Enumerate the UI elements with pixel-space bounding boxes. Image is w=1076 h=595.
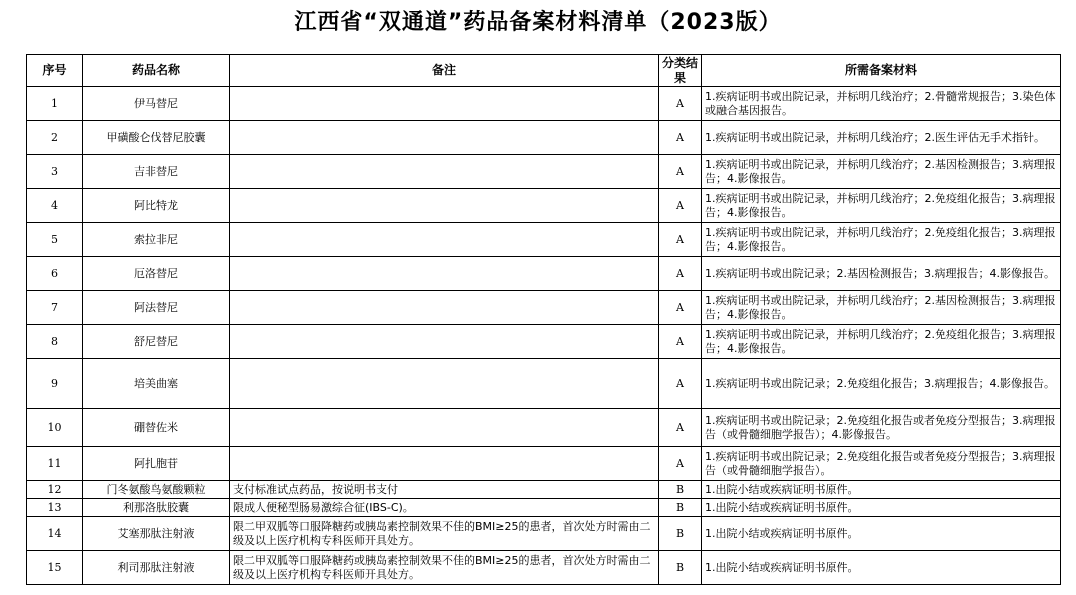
row-class: A	[659, 223, 702, 257]
row-no: 11	[27, 447, 83, 481]
row-no: 9	[27, 359, 83, 409]
row-materials: 1.疾病证明书或出院记录，并标明几线治疗；2.医生评估无手术指针。	[702, 121, 1061, 155]
header-materials: 所需备案材料	[702, 55, 1061, 87]
header-class: 分类结果	[659, 55, 702, 87]
header-note: 备注	[230, 55, 659, 87]
row-note: 支付标准试点药品，按说明书支付	[230, 481, 659, 499]
row-drug-name: 吉非替尼	[83, 155, 230, 189]
row-no: 6	[27, 257, 83, 291]
row-note	[230, 409, 659, 447]
row-class: B	[659, 551, 702, 585]
row-no: 1	[27, 87, 83, 121]
row-drug-name: 甲磺酸仑伐替尼胶囊	[83, 121, 230, 155]
row-class: A	[659, 447, 702, 481]
row-class: A	[659, 325, 702, 359]
row-drug-name: 阿比特龙	[83, 189, 230, 223]
row-note: 限二甲双胍等口服降糖药或胰岛素控制效果不佳的BMI≥25的患者，首次处方时需由二级及以上医疗机构专科医师开具处方。	[230, 517, 659, 551]
row-drug-name: 厄洛替尼	[83, 257, 230, 291]
table-row	[27, 409, 1061, 447]
row-drug-name: 索拉非尼	[83, 223, 230, 257]
row-no: 15	[27, 551, 83, 585]
row-class: A	[659, 121, 702, 155]
row-materials: 1.出院小结或疾病证明书原件。	[702, 481, 1061, 499]
row-drug-name: 利那洛肽胶囊	[83, 499, 230, 517]
row-note	[230, 223, 659, 257]
row-no: 5	[27, 223, 83, 257]
row-materials: 1.疾病证明书或出院记录；2.免疫组化报告或者免疫分型报告；3.病理报告（或骨髓细胞学报告）；4.影像报告。	[702, 409, 1061, 447]
row-drug-name: 门冬氨酸鸟氨酸颗粒	[83, 481, 230, 499]
table-row	[27, 121, 1061, 155]
row-materials: 1.疾病证明书或出院记录，并标明几线治疗；2.骨髓常规报告；3.染色体或融合基因报告。	[702, 87, 1061, 121]
row-class: A	[659, 409, 702, 447]
row-materials: 1.疾病证明书或出院记录；2.免疫组化报告或者免疫分型报告；3.病理报告（或骨髓细胞学报告）。	[702, 447, 1061, 481]
row-drug-name: 培美曲塞	[83, 359, 230, 409]
row-note	[230, 121, 659, 155]
row-class: A	[659, 87, 702, 121]
row-drug-name: 舒尼替尼	[83, 325, 230, 359]
table-row	[27, 291, 1061, 325]
row-drug-name: 伊马替尼	[83, 87, 230, 121]
row-class: B	[659, 481, 702, 499]
row-materials: 1.出院小结或疾病证明书原件。	[702, 517, 1061, 551]
row-no: 8	[27, 325, 83, 359]
table-row	[27, 551, 1061, 585]
header-no: 序号	[27, 55, 83, 87]
table-row	[27, 517, 1061, 551]
table-row	[27, 257, 1061, 291]
table-row	[27, 481, 1061, 499]
row-class: A	[659, 189, 702, 223]
row-no: 14	[27, 517, 83, 551]
row-materials: 1.出院小结或疾病证明书原件。	[702, 499, 1061, 517]
table-row	[27, 325, 1061, 359]
row-materials: 1.疾病证明书或出院记录，并标明几线治疗；2.免疫组化报告；3.病理报告；4.影像报告。	[702, 223, 1061, 257]
row-class: B	[659, 517, 702, 551]
table-row	[27, 155, 1061, 189]
row-materials: 1.疾病证明书或出院记录，并标明几线治疗；2.基因检测报告；3.病理报告；4.影像报告。	[702, 155, 1061, 189]
drug-filing-table	[26, 54, 1061, 585]
row-materials: 1.疾病证明书或出院记录，并标明几线治疗；2.免疫组化报告；3.病理报告；4.影像报告。	[702, 189, 1061, 223]
row-materials: 1.疾病证明书或出院记录；2.基因检测报告；3.病理报告；4.影像报告。	[702, 257, 1061, 291]
row-no: 10	[27, 409, 83, 447]
row-class: A	[659, 291, 702, 325]
table-row	[27, 87, 1061, 121]
row-note	[230, 155, 659, 189]
table-row	[27, 447, 1061, 481]
row-no: 7	[27, 291, 83, 325]
row-note: 限二甲双胍等口服降糖药或胰岛素控制效果不佳的BMI≥25的患者，首次处方时需由二级及以上医疗机构专科医师开具处方。	[230, 551, 659, 585]
row-drug-name: 阿法替尼	[83, 291, 230, 325]
row-no: 3	[27, 155, 83, 189]
row-no: 13	[27, 499, 83, 517]
table-row	[27, 359, 1061, 409]
table-row	[27, 189, 1061, 223]
row-note	[230, 257, 659, 291]
row-drug-name: 利司那肽注射液	[83, 551, 230, 585]
row-no: 2	[27, 121, 83, 155]
row-class: A	[659, 257, 702, 291]
table-header-row	[27, 55, 1061, 87]
row-note	[230, 87, 659, 121]
row-no: 4	[27, 189, 83, 223]
row-materials: 1.出院小结或疾病证明书原件。	[702, 551, 1061, 585]
row-note: 限成人便秘型肠易激综合征(IBS-C)。	[230, 499, 659, 517]
row-note	[230, 189, 659, 223]
row-note	[230, 359, 659, 409]
row-class: A	[659, 155, 702, 189]
row-drug-name: 硼替佐米	[83, 409, 230, 447]
table-row	[27, 499, 1061, 517]
row-class: B	[659, 499, 702, 517]
row-note	[230, 291, 659, 325]
row-no: 12	[27, 481, 83, 499]
row-materials: 1.疾病证明书或出院记录；2.免疫组化报告；3.病理报告；4.影像报告。	[702, 359, 1061, 409]
row-materials: 1.疾病证明书或出院记录，并标明几线治疗；2.基因检测报告；3.病理报告；4.影像报告。	[702, 291, 1061, 325]
row-materials: 1.疾病证明书或出院记录，并标明几线治疗；2.免疫组化报告；3.病理报告；4.影像报告。	[702, 325, 1061, 359]
row-class: A	[659, 359, 702, 409]
row-note	[230, 447, 659, 481]
page-title: 江西省“双通道”药品备案材料清单（2023版）	[294, 10, 782, 35]
header-drug-name: 药品名称	[83, 55, 230, 87]
table-row	[27, 223, 1061, 257]
row-note	[230, 325, 659, 359]
row-drug-name: 艾塞那肽注射液	[83, 517, 230, 551]
row-drug-name: 阿扎胞苷	[83, 447, 230, 481]
